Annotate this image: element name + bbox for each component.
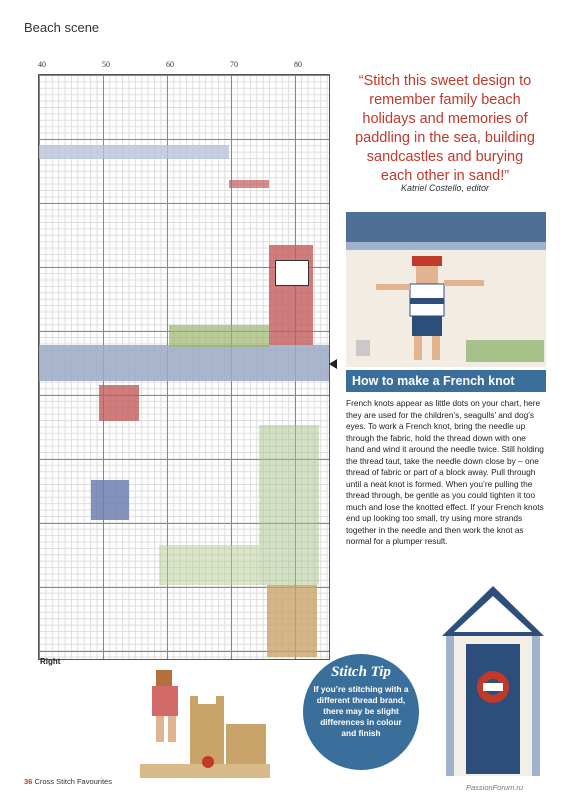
axis-number-80: 80	[294, 60, 302, 69]
center-marker-arrow	[329, 359, 337, 369]
stitch-tip-body: If you’re stitching with a different thread brand, there may be slight differences in colour and finish	[313, 684, 409, 738]
stitch-tip-badge	[303, 654, 419, 770]
watermark: PassionForum.ru	[466, 783, 524, 792]
axis-number-70: 70	[230, 60, 238, 69]
editor-quote: “Stitch this sweet design to remember family beach holidays and memories of paddling in the sea, building sandcastles and burying each other in sand!”	[355, 73, 535, 184]
page-number: 36	[24, 777, 33, 786]
figure-shorts-pattern-block	[91, 480, 129, 520]
figure-top-pattern-block	[99, 385, 139, 421]
axis-number-50: 50	[102, 60, 110, 69]
beach-hut-image	[436, 582, 550, 778]
magazine-title: Cross Stitch Favourites	[34, 777, 112, 786]
sky-pattern-block	[39, 145, 229, 159]
axis-number-60: 60	[166, 60, 174, 69]
section-title: Beach scene	[24, 20, 100, 35]
grass-pattern-block	[259, 425, 319, 585]
page-footer	[24, 777, 112, 786]
dune-pattern-block	[169, 325, 269, 347]
stitched-boy-photo	[346, 212, 546, 367]
stitch-tip-title: Stitch Tip	[331, 664, 391, 680]
sea-pattern-block	[39, 345, 329, 381]
french-knot-heading: How to make a French knot	[346, 370, 546, 392]
sandcastle-girl-image	[130, 664, 280, 782]
cross-stitch-chart	[38, 62, 330, 658]
quote-author: Katriel Costello, editor	[400, 183, 490, 193]
chart-right-label: Right	[40, 657, 61, 666]
hut-window-block	[275, 260, 309, 286]
sandcastle-pattern-block	[267, 585, 317, 657]
kite-pattern-block	[229, 180, 269, 188]
chart-grid	[38, 74, 330, 660]
french-knot-body: French knots appear as little dots on your chart, here they are used for the children’s, seagulls’ and dog’s eyes. To work a French knot, bring the needle up through the fabric, hold the thread down with one hand and wind it around the needle twice. Still holding the thread taut, take the needle down close by – one thread of fabric or part of a block away. Pull through until a neat knot is formed. When you’re pulling the thread through, be gentle as you could tighten it too much and lose the knotted effect. If your French knots end up looking too small, try using more strands together in the needle and then work the knot as normal for a plumper result.	[346, 398, 544, 546]
axis-number-40: 40	[38, 60, 46, 69]
plant-pattern-block	[159, 545, 259, 585]
